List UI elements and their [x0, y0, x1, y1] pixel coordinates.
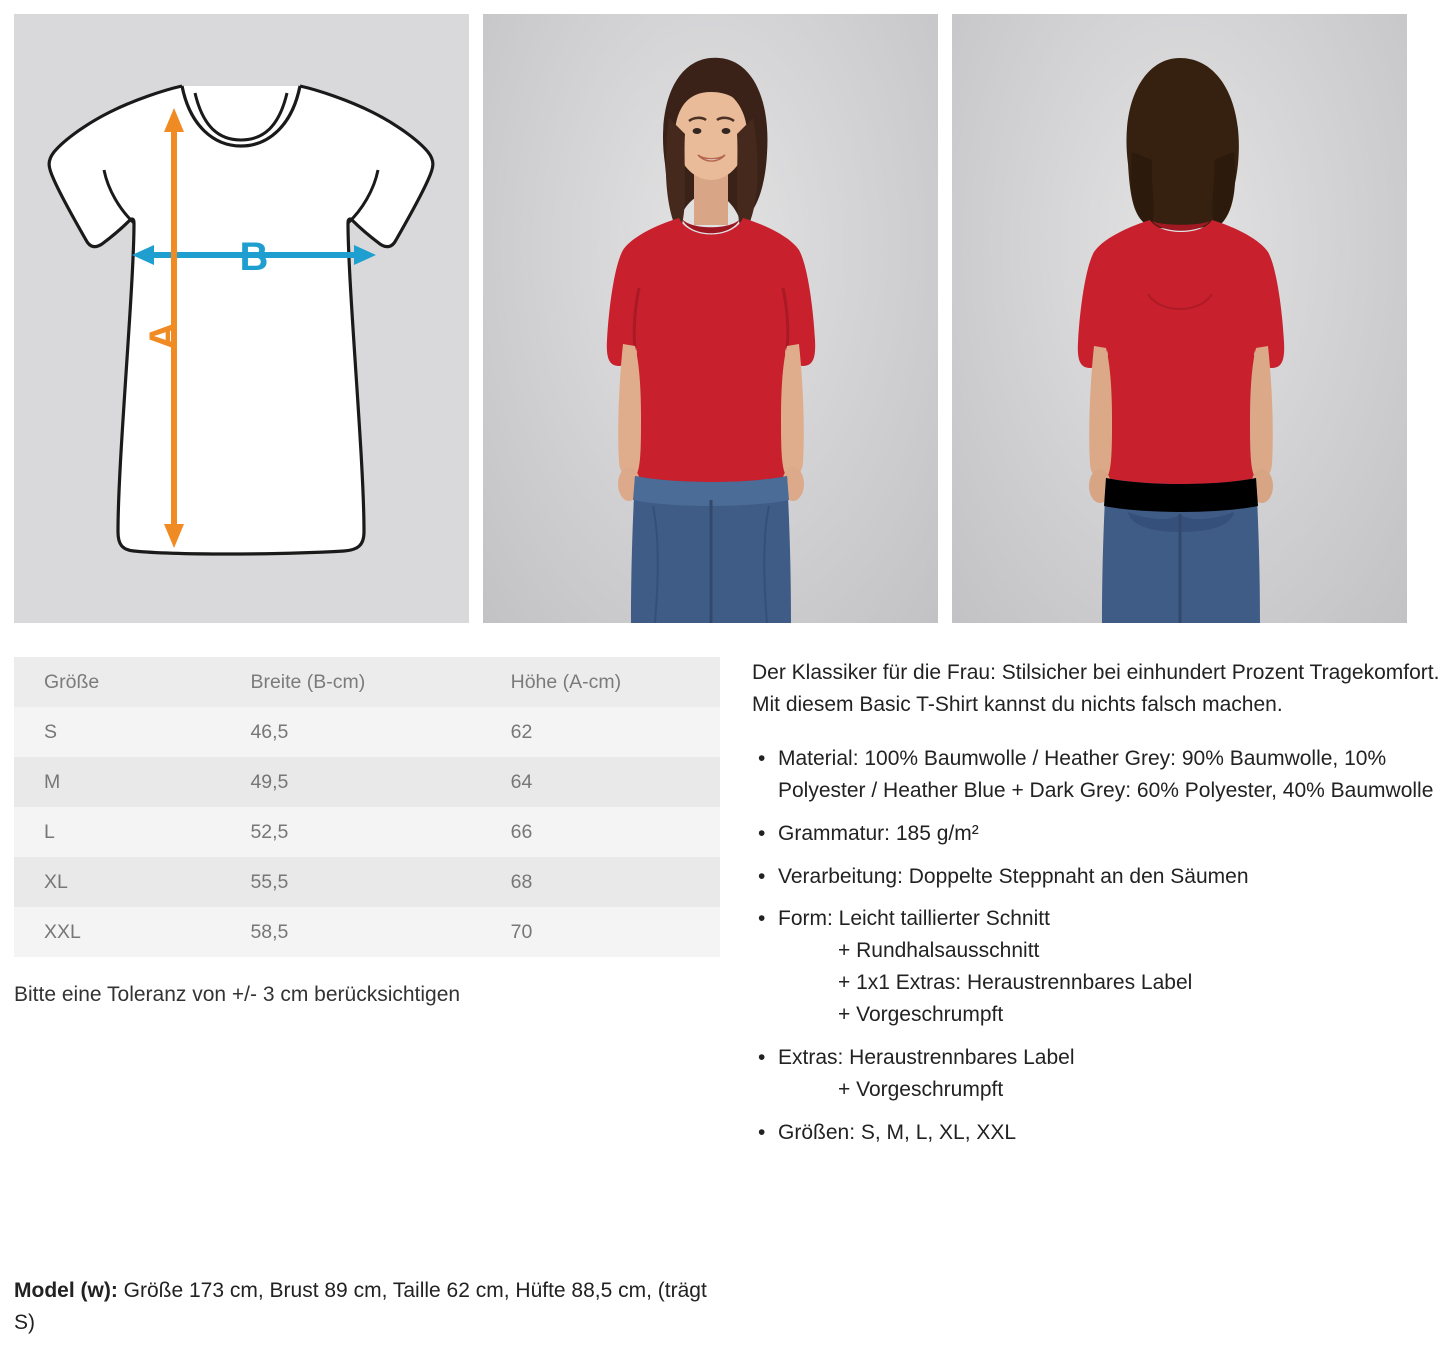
table-row [14, 757, 720, 807]
size-table-column [14, 657, 726, 1160]
feature-subitem: + Vorgeschrumpft [838, 1003, 1004, 1027]
model-front-illustration [483, 14, 938, 623]
size-table-header-row [14, 657, 720, 707]
tshirt-measurement-diagram [14, 14, 469, 623]
header-height: Höhe (A-cm) [510, 670, 622, 693]
list-item [752, 1117, 1442, 1149]
cell-height: 62 [510, 720, 533, 743]
feature-text: Material: 100% Baumwolle / Heather Grey: 90% Baumwolle, 10% Polyester / Heather Blue + Dark Grey: 60% Polyester, 40% Baumwolle [778, 746, 1434, 802]
model-front-photo [483, 14, 938, 623]
cell-height: 64 [510, 770, 533, 793]
list-item [752, 903, 1442, 1031]
width-label: B [239, 235, 269, 279]
cell-size: L [44, 820, 55, 843]
model-info [14, 1275, 714, 1340]
details-section [0, 623, 1442, 1160]
model-info-text: Größe 173 cm, Brust 89 cm, Taille 62 cm, Hüfte 88,5 cm, (trägt S) [14, 1278, 707, 1335]
list-item [752, 743, 1442, 807]
feature-subitem: + Vorgeschrumpft [838, 1077, 1004, 1101]
cell-width: 55,5 [250, 870, 289, 893]
model-info-label: Model (w): [14, 1278, 118, 1302]
list-item [752, 861, 1442, 893]
model-back-photo [952, 14, 1407, 623]
cell-width: 49,5 [250, 770, 289, 793]
feature-list [752, 743, 1442, 1149]
feature-text: Grammatur: 185 g/m² [778, 821, 979, 845]
cell-width: 46,5 [250, 720, 289, 743]
table-row [14, 707, 720, 757]
cell-width: 58,5 [250, 920, 289, 943]
feature-subitem: + Rundhalsausschnitt [838, 939, 1040, 963]
list-item [752, 1042, 1442, 1106]
model-back-illustration [952, 14, 1407, 623]
cell-width: 52,5 [250, 820, 289, 843]
cell-height: 70 [510, 920, 533, 943]
cell-size: M [44, 770, 61, 793]
tolerance-note: Bitte eine Toleranz von +/- 3 cm berücksichtigen [14, 983, 461, 1006]
product-images-row [0, 0, 1442, 623]
feature-subitem: + 1x1 Extras: Heraustrennbares Label [838, 971, 1193, 995]
description-column [752, 657, 1442, 1160]
feature-text: Form: Leicht taillierter Schnitt [778, 907, 1050, 931]
cell-size: XXL [44, 920, 81, 943]
feature-text: Größen: S, M, L, XL, XXL [778, 1120, 1017, 1144]
size-table [14, 657, 720, 957]
size-diagram-panel [14, 14, 469, 623]
list-item [752, 818, 1442, 850]
header-width: Breite (B-cm) [250, 670, 366, 693]
cell-height: 66 [510, 820, 533, 843]
height-label: A [142, 321, 186, 351]
cell-size: XL [44, 870, 68, 893]
table-row [14, 907, 720, 957]
feature-text: Verarbeitung: Doppelte Steppnaht an den Säumen [778, 864, 1249, 888]
header-size: Größe [44, 670, 100, 693]
table-row [14, 857, 720, 907]
description-intro: Der Klassiker für die Frau: Stilsicher bei einhundert Prozent Tragekomfort. Mit diesem Basic T-Shirt kannst du nichts falsch machen. [752, 661, 1440, 716]
feature-text: Extras: Heraustrennbares Label [778, 1046, 1075, 1070]
table-row [14, 807, 720, 857]
cell-size: S [44, 720, 58, 743]
cell-height: 68 [510, 870, 533, 893]
